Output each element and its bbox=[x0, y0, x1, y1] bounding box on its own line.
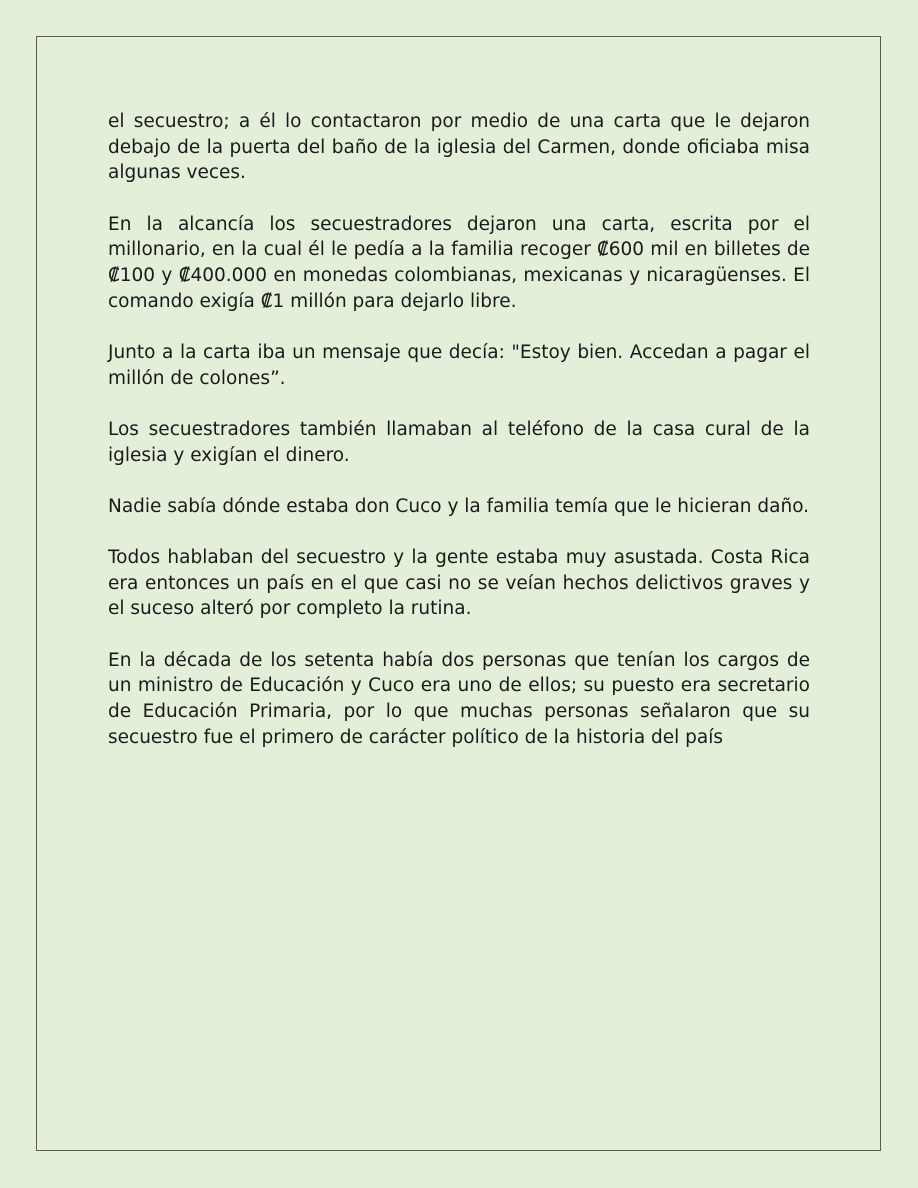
paragraph-2: En la alcancía los secuestradores dejaron una carta, escrita por el millonario, en la cual él le pedía a la familia recoger ₡600 mil en billetes de ₡100 y ₡400.000 en monedas colombianas, mexicanas y nicaragüenses. El comando exigía ₡1 millón para dejarlo libre. bbox=[108, 213, 810, 312]
paragraph-3: Junto a la carta iba un mensaje que decía: "Estoy bien. Accedan a pagar el millón de colones”. bbox=[108, 341, 810, 389]
paragraph-1: el secuestro; a él lo contactaron por medio de una carta que le dejaron debajo de la puerta del baño de la iglesia del Carmen, donde oficiaba misa algunas veces. bbox=[108, 111, 810, 184]
paragraph-5: Nadie sabía dónde estaba don Cuco y la familia temía que le hicieran daño. bbox=[108, 495, 810, 517]
paragraph-6: Todos hablaban del secuestro y la gente estaba muy asustada. Costa Rica era entonces un país en el que casi no se veían hechos delictivos graves y el suceso alteró por completo la rutina. bbox=[108, 546, 810, 620]
paragraph-7: En la década de los setenta había dos personas que tenían los cargos de un ministro de Educación y Cuco era uno de ellos; su puesto era secretario de Educación Primaria, por lo que muchas personas señalaron que su secuestro fue el primero de carácter político de la historia del país bbox=[108, 649, 810, 748]
document-body bbox=[108, 109, 810, 776]
paragraph-4: Los secuestradores también llamaban al teléfono de la casa cural de la iglesia y exigían el dinero. bbox=[108, 418, 810, 466]
